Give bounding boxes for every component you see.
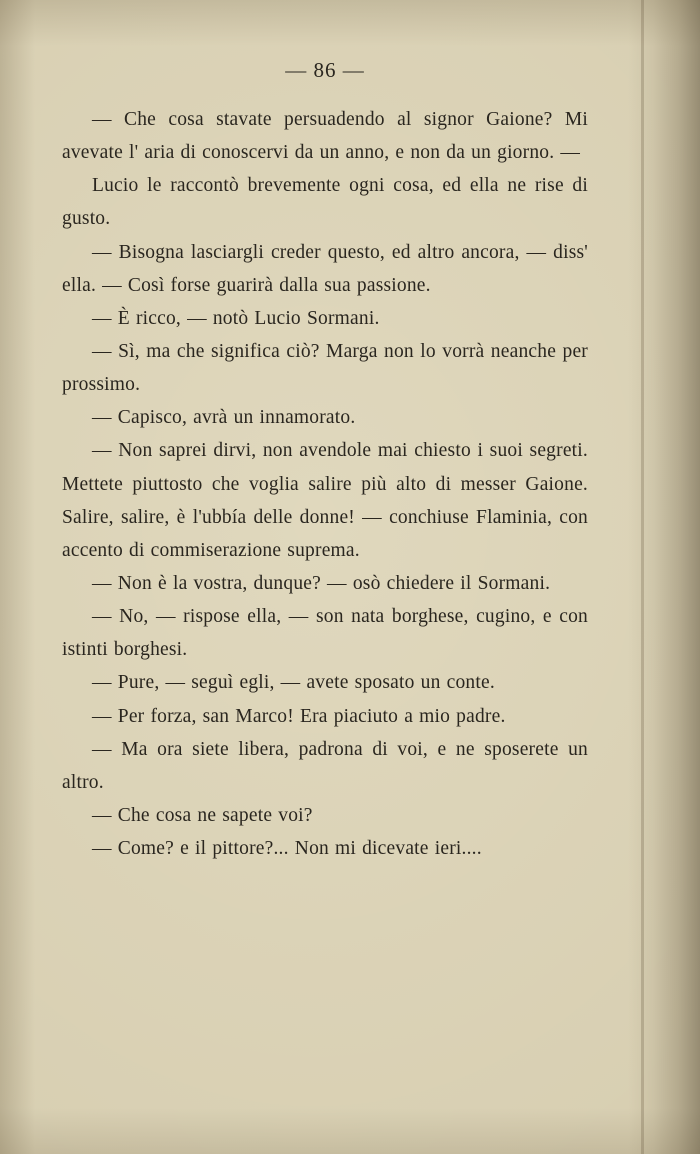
page-edge-line	[641, 0, 644, 1154]
paragraph: — Ma ora siete libera, padrona di voi, e ne sposerete un altro.	[62, 738, 588, 793]
paragraph: — Non saprei dirvi, non avendole mai chiesto i suoi segreti. Mettete piuttosto che voglia salire più alto di messer Gaione. Salire, salire, è l'ubbía delle donne! — conchiuse Flaminia, con accento di commiserazione suprema.	[62, 440, 588, 561]
page-edge-shadow	[628, 0, 700, 1154]
paragraph: — Non è la vostra, dunque? — osò chiedere il Sormani.	[92, 572, 551, 594]
paragraph: — No, — rispose ella, — son nata borghese, cugino, e con istinti borghesi.	[62, 606, 588, 661]
paragraph: — È ricco, — notò Lucio Sormani.	[92, 307, 380, 329]
page-content	[62, 58, 588, 865]
paragraph: — Pure, — seguì egli, — avete sposato un conte.	[92, 672, 495, 694]
paragraph: — Capisco, avrà un innamorato.	[92, 407, 356, 429]
paragraph: — Che cosa ne sapete voi?	[92, 804, 313, 826]
paragraph: — Bisogna lasciargli creder questo, ed altro ancora, — diss' ella. — Così forse guarirà dalla sua passione.	[62, 241, 588, 296]
paragraph: — Che cosa stavate persuadendo al signor Gaione? Mi avevate l' aria di conoscervi da un anno, e non da un giorno. —	[62, 109, 588, 164]
paragraph: — Come? e il pittore?... Non mi dicevate ieri....	[92, 838, 482, 860]
paragraph: — Sì, ma che significa ciò? Marga non lo vorrà neanche per prossimo.	[62, 340, 588, 396]
paragraph: — Per forza, san Marco! Era piaciuto a mio padre.	[92, 705, 506, 727]
body-text	[62, 103, 588, 865]
page-number: — 86 —	[285, 58, 365, 82]
paragraph: Lucio le raccontò brevemente ogni cosa, ed ella ne rise di gusto.	[62, 175, 588, 230]
